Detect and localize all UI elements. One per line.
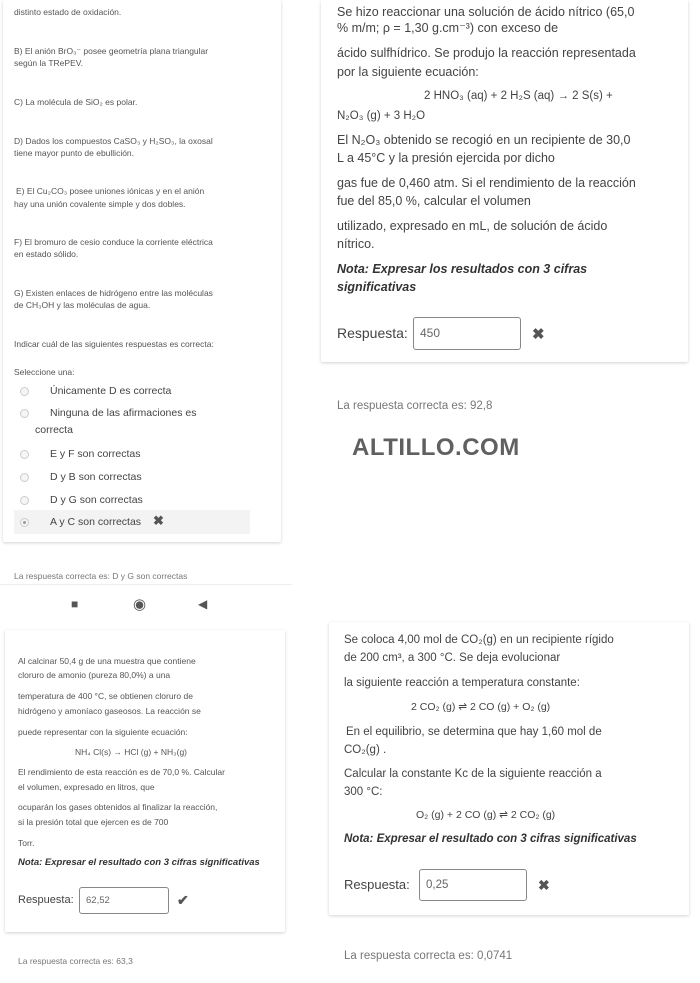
chemical-equation: O₂ (g) + 2 CO (g) ⇌ 2 CO₂ (g) bbox=[416, 809, 556, 821]
note-line: Nota: Expresar los resultados con 3 cifras bbox=[337, 262, 588, 276]
chemical-equation-cont: N₂O₃ (g) + 3 H₂O bbox=[337, 110, 426, 122]
choice-option[interactable] bbox=[16, 405, 251, 437]
question-text-line: Calcular la constante Kc de la siguiente reacción a bbox=[344, 768, 602, 780]
choice-label-wrap: correcta bbox=[35, 424, 73, 436]
question-text-line: Se coloca 4,00 mol de CO₂(g) en un recipiente rígido bbox=[344, 634, 614, 646]
choice-label: Únicamente D es correcta bbox=[50, 385, 172, 397]
statement-b-line2: según la TRePEV. bbox=[14, 58, 83, 68]
incorrect-icon: ✖ bbox=[538, 877, 550, 893]
radio-icon[interactable] bbox=[20, 496, 29, 505]
statement-g-line1: G) Existen enlaces de hidrógeno entre las moléculas bbox=[14, 288, 213, 298]
question-text-line: fue del 85,0 %, calcular el volumen bbox=[337, 194, 531, 208]
choice-label: D y G son correctas bbox=[50, 494, 143, 506]
question-text-line: En el equilibrio, se determina que hay 1,60 mol de bbox=[346, 726, 602, 738]
question-text-line: CO₂(g) . bbox=[344, 744, 387, 756]
statement-c: C) La molécula de SiO₂ es polar. bbox=[14, 97, 138, 107]
question-text-line: por la siguiente ecuación: bbox=[337, 65, 479, 79]
question-text-line: si la presión total que ejercen es de 700 bbox=[18, 817, 169, 827]
answer-input[interactable]: 62,52 bbox=[79, 887, 169, 914]
question-text-line: cloruro de amonio (pureza 80,0%) a una bbox=[18, 670, 171, 680]
nav-back-button[interactable]: ◀ bbox=[198, 597, 208, 611]
question-text-line: gas fue de 0,460 atm. Si el rendimiento de la reacción bbox=[337, 176, 636, 190]
radio-icon[interactable] bbox=[20, 409, 29, 418]
choice-label: A y C son correctas bbox=[50, 516, 142, 528]
question-text-line: el volumen, expresado en litros, que bbox=[18, 782, 155, 792]
select-one-label: Seleccione una: bbox=[14, 367, 75, 377]
incorrect-icon: ✖ bbox=[153, 513, 164, 528]
statement-e-line2: hay una unión covalente simple y dos dobles. bbox=[14, 199, 186, 209]
question-text-line: ácido sulfhídrico. Se produjo la reacción representada bbox=[337, 46, 636, 60]
correct-answer-feedback: La respuesta correcta es: D y G son correctas bbox=[14, 571, 188, 581]
choice-label: Ninguna de las afirmaciones es bbox=[50, 407, 197, 419]
question-text-line: ocuparán los gases obtenidos al finalizar la reacción, bbox=[18, 802, 218, 812]
choice-option[interactable] bbox=[16, 492, 251, 510]
answer-label: Respuesta: bbox=[337, 325, 408, 341]
note-line: significativas bbox=[337, 280, 417, 294]
statement-f-line1: F) El bromuro de cesio conduce la corriente eléctrica bbox=[14, 237, 213, 247]
choice-label: D y B son correctas bbox=[50, 471, 142, 483]
radio-icon[interactable] bbox=[20, 387, 29, 396]
question-text-line: temperatura de 400 °C, se obtienen cloruro de bbox=[18, 691, 193, 701]
statement-d-line1: D) Dados los compuestos CaSO₃ y H₂SO₃, la oxosal bbox=[14, 136, 213, 146]
question-text-line: la siguiente reacción a temperatura constante: bbox=[344, 677, 580, 689]
chemical-equation: NH₄ Cl(s) → HCl (g) + NH₃(g) bbox=[75, 747, 187, 757]
correct-answer-feedback: La respuesta correcta es: 0,0741 bbox=[344, 950, 513, 962]
divider bbox=[0, 584, 292, 585]
answer-input[interactable]: 450 bbox=[413, 317, 521, 350]
choice-option[interactable] bbox=[16, 446, 251, 464]
choice-option[interactable] bbox=[16, 469, 251, 487]
question-text-line: nítrico. bbox=[337, 237, 375, 251]
statement-g-line2: de CH₃OH y las moléculas de agua. bbox=[14, 300, 151, 310]
nav-home-button[interactable]: ◉ bbox=[133, 596, 147, 613]
answer-input[interactable]: 0,25 bbox=[419, 869, 527, 901]
question-prompt: Indicar cuál de las siguientes respuestas es correcta: bbox=[14, 339, 214, 349]
incorrect-icon: ✖ bbox=[532, 326, 545, 343]
watermark-text: ALTILLO.COM bbox=[352, 434, 520, 461]
choice-option-selected[interactable] bbox=[14, 510, 250, 534]
statement-b-line1: B) El anión BrO₃⁻ posee geometría plana triangular bbox=[14, 46, 209, 56]
question-text-line: El N₂O₃ obtenido se recogió en un recipiente de 30,0 bbox=[337, 133, 631, 147]
radio-selected-icon[interactable] bbox=[20, 518, 29, 527]
nav-stop-button[interactable]: ■ bbox=[71, 597, 79, 611]
statement-e-line1: E) El Cu₂CO₃ posee uniones iónicas y en el anión bbox=[16, 186, 205, 196]
note-line: Nota: Expresar el resultado con 3 cifras significativas bbox=[344, 833, 637, 845]
question-text-line: Torr. bbox=[18, 838, 35, 848]
question-text-line: Se hizo reaccionar una solución de ácido nítrico (65,0 bbox=[337, 5, 635, 19]
question-text-line: hidrógeno y amoníaco gaseosos. La reacción se bbox=[18, 706, 201, 716]
choice-label: E y F son correctas bbox=[50, 448, 141, 460]
chemical-equation: 2 HNO₃ (aq) + 2 H₂S (aq) → 2 S(s) + bbox=[424, 90, 613, 102]
answer-label: Respuesta: bbox=[344, 877, 410, 892]
statement-f-line2: en estado sólido. bbox=[14, 249, 79, 259]
question-text-line: Al calcinar 50,4 g de una muestra que contiene bbox=[18, 656, 196, 666]
note-line: Nota: Expresar el resultado con 3 cifras significativas bbox=[18, 857, 260, 868]
statement-d-line2: tiene mayor punto de ebullición. bbox=[14, 148, 135, 158]
question-text-line: L a 45°C y la presión ejercida por dicho bbox=[337, 151, 555, 165]
correct-check-icon: ✔ bbox=[177, 892, 189, 908]
correct-answer-feedback: La respuesta correcta es: 92,8 bbox=[337, 400, 493, 412]
question-text-line: de 200 cm³, a 300 °C. Se deja evolucionar bbox=[344, 652, 561, 664]
question-text-line: 300 °C: bbox=[344, 786, 383, 798]
question-fragment: distinto estado de oxidación. bbox=[14, 7, 122, 17]
question-text-line: puede representar con la siguiente ecuación: bbox=[18, 727, 188, 737]
radio-icon[interactable] bbox=[20, 473, 29, 482]
choice-option[interactable] bbox=[16, 383, 251, 401]
question-text-line: El rendimiento de esta reacción es de 70,0 %. Calcular bbox=[18, 767, 225, 777]
question-text-line: % m/m; ρ = 1,30 g.cm⁻³) con exceso de bbox=[337, 21, 559, 35]
answer-label: Respuesta: bbox=[18, 894, 74, 906]
chemical-equation: 2 CO₂ (g) ⇌ 2 CO (g) + O₂ (g) bbox=[411, 701, 551, 713]
correct-answer-feedback: La respuesta correcta es: 63,3 bbox=[18, 956, 133, 966]
question-text-line: utilizado, expresado en mL, de solución de ácido bbox=[337, 219, 608, 233]
radio-icon[interactable] bbox=[20, 450, 29, 459]
